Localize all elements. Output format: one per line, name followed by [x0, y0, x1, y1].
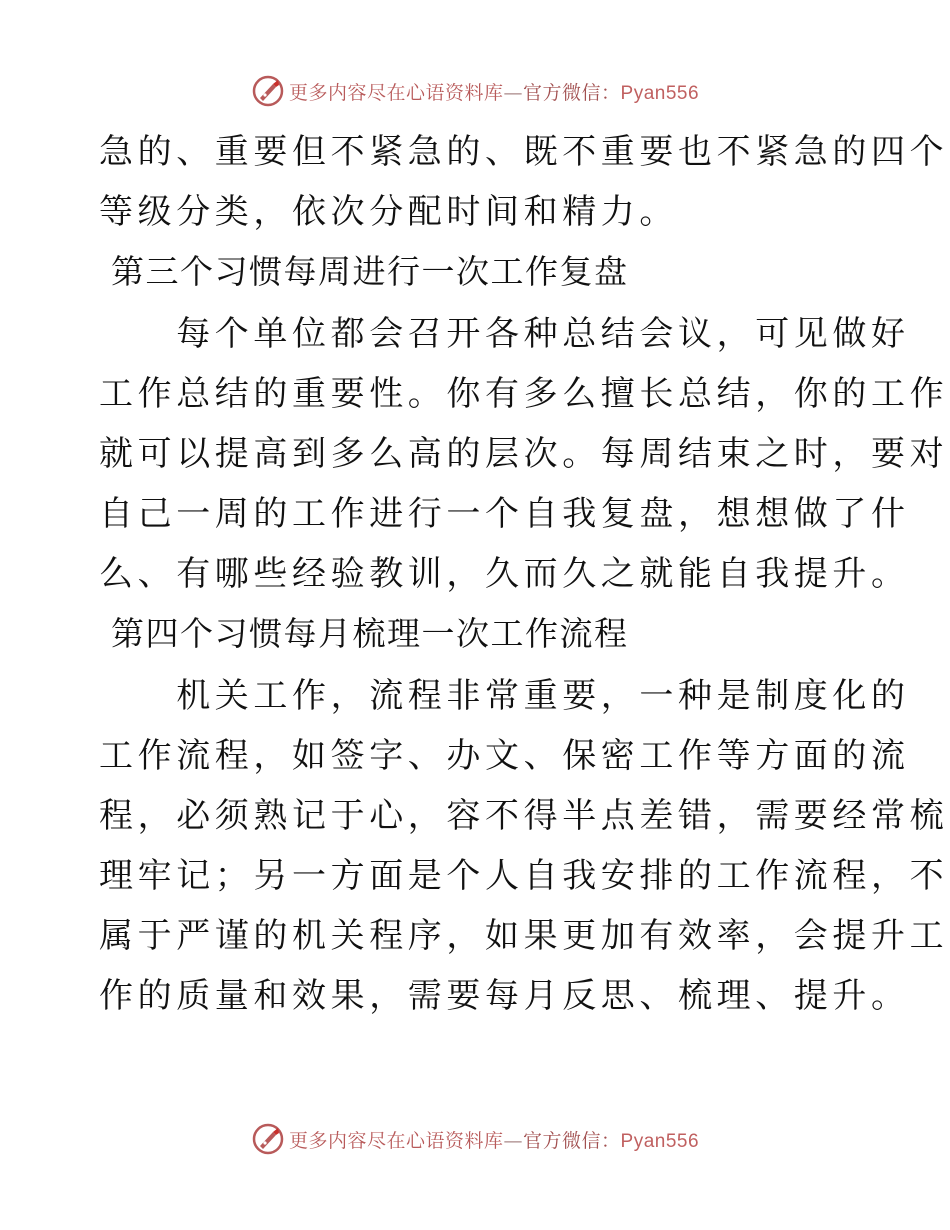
document-body — [99, 122, 949, 1026]
section4-line: 作的质量和效果，需要每月反思、梳理、提升。 — [99, 976, 910, 1016]
section4-line: 程，必须熟记于心，容不得半点差错，需要经常梳 — [99, 796, 949, 836]
section3-paragraph — [99, 304, 949, 604]
section3-line: 每个单位都会召开各种总结会议，可见做好 — [99, 314, 910, 354]
watermark-separator: — — [503, 1129, 523, 1152]
watermark-text — [289, 1126, 699, 1153]
pen-nib-circle-icon — [251, 1122, 285, 1156]
section4-heading: 第四个习惯每月梳理一次工作流程 — [111, 614, 629, 653]
section4-line: 机关工作，流程非常重要，一种是制度化的 — [99, 676, 910, 716]
watermark-main: 更多内容尽在心语资料库 — [288, 81, 504, 104]
intro-line: 急的、重要但不紧急的、既不重要也不紧急的四个 — [99, 132, 949, 172]
watermark-official: 官方微信 — [522, 81, 601, 104]
section3-heading: 第三个习惯每周进行一次工作复盘 — [111, 252, 629, 291]
section3-line: 么、有哪些经验教训，久而久之就能自我提升。 — [99, 554, 910, 594]
watermark-main: 更多内容尽在心语资料库 — [288, 1129, 504, 1152]
header-watermark — [0, 71, 950, 111]
section3-line: 工作总结的重要性。你有多么擅长总结，你的工作 — [99, 374, 949, 414]
section4-line: 工作流程，如签字、办文、保密工作等方面的流 — [99, 736, 910, 776]
watermark-wechat-id: Pyan556 — [620, 1130, 700, 1152]
section3-line: 自己一周的工作进行一个自我复盘，想想做了什 — [99, 494, 910, 534]
watermark-official: 官方微信 — [522, 1129, 601, 1152]
pen-nib-circle-icon — [251, 74, 285, 108]
section4-line: 属于严谨的机关程序，如果更加有效率，会提升工 — [99, 916, 949, 956]
watermark-colon: ： — [601, 1129, 621, 1152]
intro-paragraph — [99, 122, 949, 242]
intro-line: 等级分类，依次分配时间和精力。 — [99, 192, 678, 232]
watermark-text — [289, 78, 699, 105]
section4-line: 理牢记；另一方面是个人自我安排的工作流程，不 — [99, 856, 949, 896]
watermark-colon: ： — [601, 81, 621, 104]
section4-paragraph — [99, 666, 949, 1026]
footer-watermark — [0, 1119, 950, 1159]
section3-line: 就可以提高到多么高的层次。每周结束之时，要对 — [99, 434, 949, 474]
watermark-separator: — — [503, 81, 523, 104]
watermark-wechat-id: Pyan556 — [620, 82, 700, 104]
